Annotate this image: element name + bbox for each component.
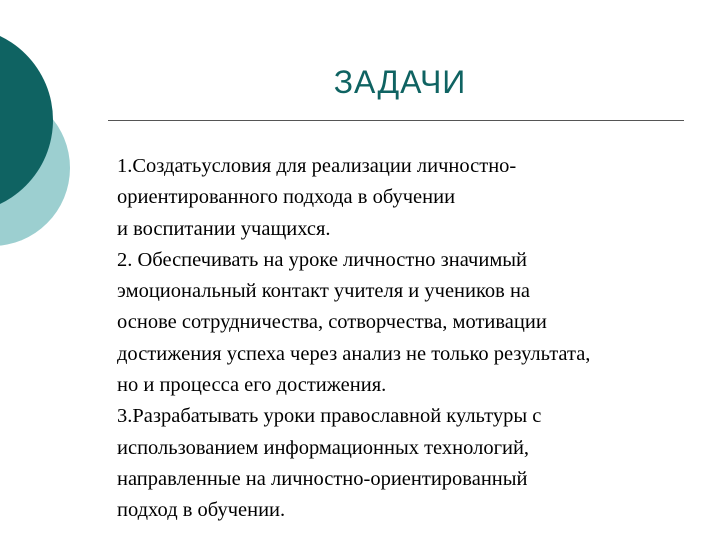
decorative-circles: [0, 0, 120, 300]
body-line: подход в обучении.: [117, 499, 286, 522]
body-line: 2. Обеспечивать на уроке личностно значимый: [117, 248, 528, 271]
body-line: достижения успеха через анализ не только результата,: [117, 342, 591, 365]
body-line: 3.Разрабатывать уроки православной культуры с: [117, 405, 542, 428]
title-divider: [108, 120, 684, 121]
body-line: и воспитании учащихся.: [117, 217, 331, 240]
body-line: использованием информационных технологий,: [117, 436, 530, 459]
slide-title: ЗАДАЧИ: [333, 64, 467, 100]
body-line: эмоциональный контакт учителя и учеников на: [117, 280, 531, 303]
body-line: направленные на личностно-ориентированный: [117, 467, 528, 490]
body-line: 1.Создатьусловия для реализации личностно-: [117, 155, 517, 177]
body-line: ориентированного подхода в обучении: [117, 186, 456, 209]
body-line: но и процесса его достижения.: [117, 374, 387, 397]
body-line: основе сотрудничества, сотворчества, мотивации: [117, 311, 547, 334]
body-text: [117, 151, 707, 527]
